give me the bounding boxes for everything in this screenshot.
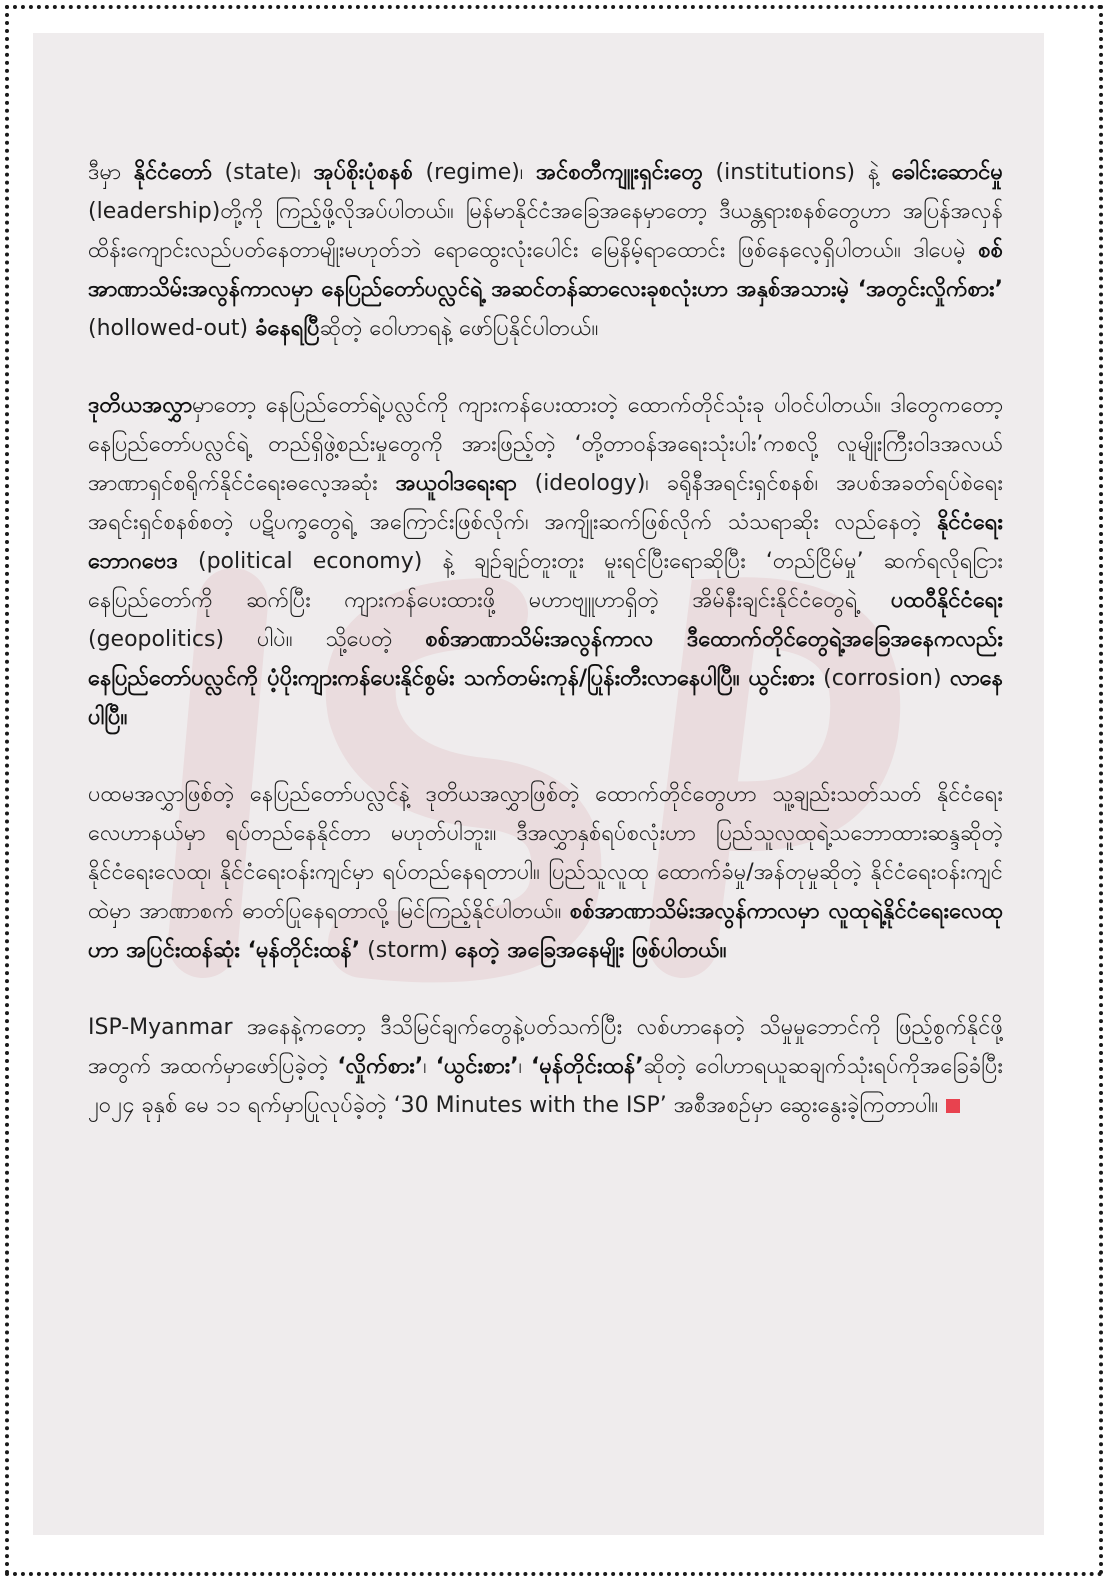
bold-text-segment: ခံနေရပြီ: [255, 316, 320, 341]
text-segment: ISP-Myanmar အနေနဲ့ကတော့ ဒီသိမြင်ချက်တွေနဲ့ပတ်သက်ပြီး လစ်ဟာနေတဲ့ သိမှုမှုဘောင်ကို ဖြည့်စွက်နိုင်ဖို့အတွက် အထက်မှာဖော်ပြခဲ့တဲ့: [88, 1015, 1003, 1079]
text-segment: မှာတော့ နေပြည်တော်ရဲ့ပလ္လင်ကို ကျားကန်ပေးထားတဲ့ ထောက်တိုင်သုံးခု ပါဝင်ပါတယ်။ ဒါတွေကတော့ နေပြည်တော်ပလ္လင်ရဲ့ တည်ရှိဖွဲ့စည်းမှုတွေကို အားဖြည့်တဲ့ ‘တို့တာဝန်အရေးသုံးပါး’ကစလို့ လူမျိုးကြီးဝါဒအလယ် အာဏာရှင်စရိုက်နိုင်ငံရေးဓလေ့အဆုံး: [88, 393, 1003, 496]
text-segment: (ideology)၊ ခရိုနီအရင်းရှင်စနစ်၊ အပစ်အခတ်ရပ်စဲရေး အရင်းရှင်စနစ်စတဲ့ ပဋိပက္ခတွေရဲ့ အကြောင်းဖြစ်လိုက်၊ အကျိုးဆက်ဖြစ်လိုက် သံသရာဆိုး လည်နေတဲ့: [88, 471, 1003, 535]
bold-text-segment: စစ်အာဏာသိမ်းအလွန်ကာလမှာ လူထုရဲ့နိုင်ငံရေးလေထုဟာ အပြင်းထန်ဆုံး ‘မုန်တိုင်းထန်’: [88, 899, 1003, 963]
text-segment: ဆိုတဲ့ ဝေါဟာရယူဆချက်သုံးရပ်ကိုအခြေခံပြီး ၂၀၂၄ ခုနှစ် မေ ၁၁ ရက်မှာပြုလုပ်ခဲ့တဲ့ ‘30 Minutes with the ISP’ အစီအစဉ်မှာ ဆွေးနွေးခဲ့ကြတာပါ။: [88, 1054, 1003, 1118]
bold-text-segment: အယူဝါဒရေးရာ: [395, 471, 517, 496]
bold-text-segment: ‘မုန်တိုင်းထန်’: [531, 1054, 644, 1079]
bold-text-segment: နိုင်ငံရေးဘောဂဗေဒ: [88, 510, 1003, 574]
text-segment: (geopolitics) ပါပဲ။ သို့ပေတဲ့: [88, 627, 426, 652]
article-body: [88, 153, 1003, 1163]
text-segment: (political economy) နဲ့ ချဉ်ချဉ်တူးတူး မူးရင်ပြီးရောဆိုပြီး ‘တည်ငြိမ်မှု’ ဆက်ရလိုရငြား နေပြည်တော်ကို ဆက်ပြီး ကျားကန်ပေးထားဖို့ မဟာဗျူဟာရှိတဲ့ အိမ်နီးချင်းနိုင်ငံတွေရဲ့: [88, 549, 1003, 613]
bold-text-segment: ဒုတိယအလွှာ: [88, 393, 193, 418]
bold-text-segment: ‘ယွင်းစား’: [435, 1054, 519, 1079]
text-segment: (storm): [360, 938, 455, 963]
text-segment: (regime)၊: [412, 160, 536, 185]
red-square-icon: [946, 1099, 960, 1113]
bold-text-segment: လာနေပါပြီ။: [88, 666, 1003, 730]
bold-text-segment: နေတဲ့ အခြေအနေမျိုး ဖြစ်ပါတယ်။: [454, 938, 727, 963]
paragraph-4: [88, 1008, 1003, 1125]
bold-text-segment: စစ်အာဏာသိမ်းအလွန်ကာလ ဒီထောက်တိုင်တွေရဲ့အခြေအနေကလည်း နေပြည်တော်ပလ္လင်ကို ပံ့ပိုးကျားကန်ပေးနိုင်စွမ်း သက်တမ်းကုန်/ပြုန်းတီးလာနေပါပြီ။ ယွင်းစား: [88, 627, 1003, 691]
text-segment: ဆိုတဲ့ ဝေါဟာရနဲ့ ဖော်ပြနိုင်ပါတယ်။: [319, 316, 599, 341]
content-panel: [33, 33, 1044, 1535]
bold-text-segment: အင်စတီကျူးရှင်းတွေ: [535, 160, 703, 185]
text-segment: (hollowed-out): [88, 316, 256, 341]
bold-text-segment: စစ်အာဏာသိမ်းအလွန်ကာလမှာ နေပြည်တော်ပလ္လင်ရဲ့ အဆင်တန်ဆာလေးခုစလုံးဟာ အနှစ်အသားမဲ့ ‘အတွင်းလှိုက်စား’: [88, 238, 1003, 302]
text-segment: ၊: [518, 1054, 532, 1079]
text-segment: (corrosion): [814, 666, 950, 691]
bold-text-segment: အုပ်စိုးပုံစနစ်: [313, 160, 413, 185]
bold-text-segment: နိုင်ငံတော်: [133, 160, 212, 185]
bold-text-segment: ခေါင်းဆောင်မှု: [891, 160, 1003, 185]
text-segment: ၊: [423, 1054, 436, 1079]
bold-text-segment: ‘လှိုက်စား’: [337, 1054, 424, 1079]
paragraph-1: [88, 153, 1003, 348]
text-segment: ဒီမှာ: [88, 160, 134, 185]
text-segment: (state)၊: [211, 160, 314, 185]
paragraph-2: [88, 386, 1003, 737]
text-segment: (institutions) နဲ့: [702, 160, 892, 185]
text-segment: (leadership)တို့ကို ကြည့်ဖို့လိုအပ်ပါတယ်။ မြန်မာနိုင်ငံအခြေအနေမှာတော့ ဒီယန္တရားစနစ်တွေဟာ အပြန်အလှန် ထိန်းကျောင်းလည်ပတ်နေတာမျိုးမဟုတ်ဘဲ ရောထွေးလုံးပေါင်း မြေနိမ့်ရာထောင်း ဖြစ်နေလေ့ရှိပါတယ်။ ဒါပေမဲ့: [88, 199, 1003, 263]
text-segment: ပထမအလွှာဖြစ်တဲ့ နေပြည်တော်ပလ္လင်နဲ့ ဒုတိယအလွှာဖြစ်တဲ့ ထောက်တိုင်တွေဟာ သူ့ချည်းသတ်သတ် နိုင်ငံရေးလေဟာနယ်မှာ ရပ်တည်နေနိုင်တာ မဟုတ်ပါဘူး။ ဒီအလွှာနှစ်ရပ်စလုံးဟာ ပြည်သူလူထုရဲ့သဘောထားဆန္ဒဆိုတဲ့ နိုင်ငံရေးလေထု၊ နိုင်ငံရေးဝန်းကျင်မှာ ရပ်တည်နေရတာပါ။ ပြည်သူလူထု ထောက်ခံမှု/အန်တုမှုဆိုတဲ့ နိုင်ငံရေးဝန်းကျင်ထဲမှာ အာဏာစက် ဓာတ်ပြုနေရတာလို့ မြင်ကြည့်နိုင်ပါတယ်။: [88, 782, 1003, 924]
bold-text-segment: ပထဝီနိုင်ငံရေး: [890, 588, 1003, 613]
paragraph-3: [88, 775, 1003, 970]
